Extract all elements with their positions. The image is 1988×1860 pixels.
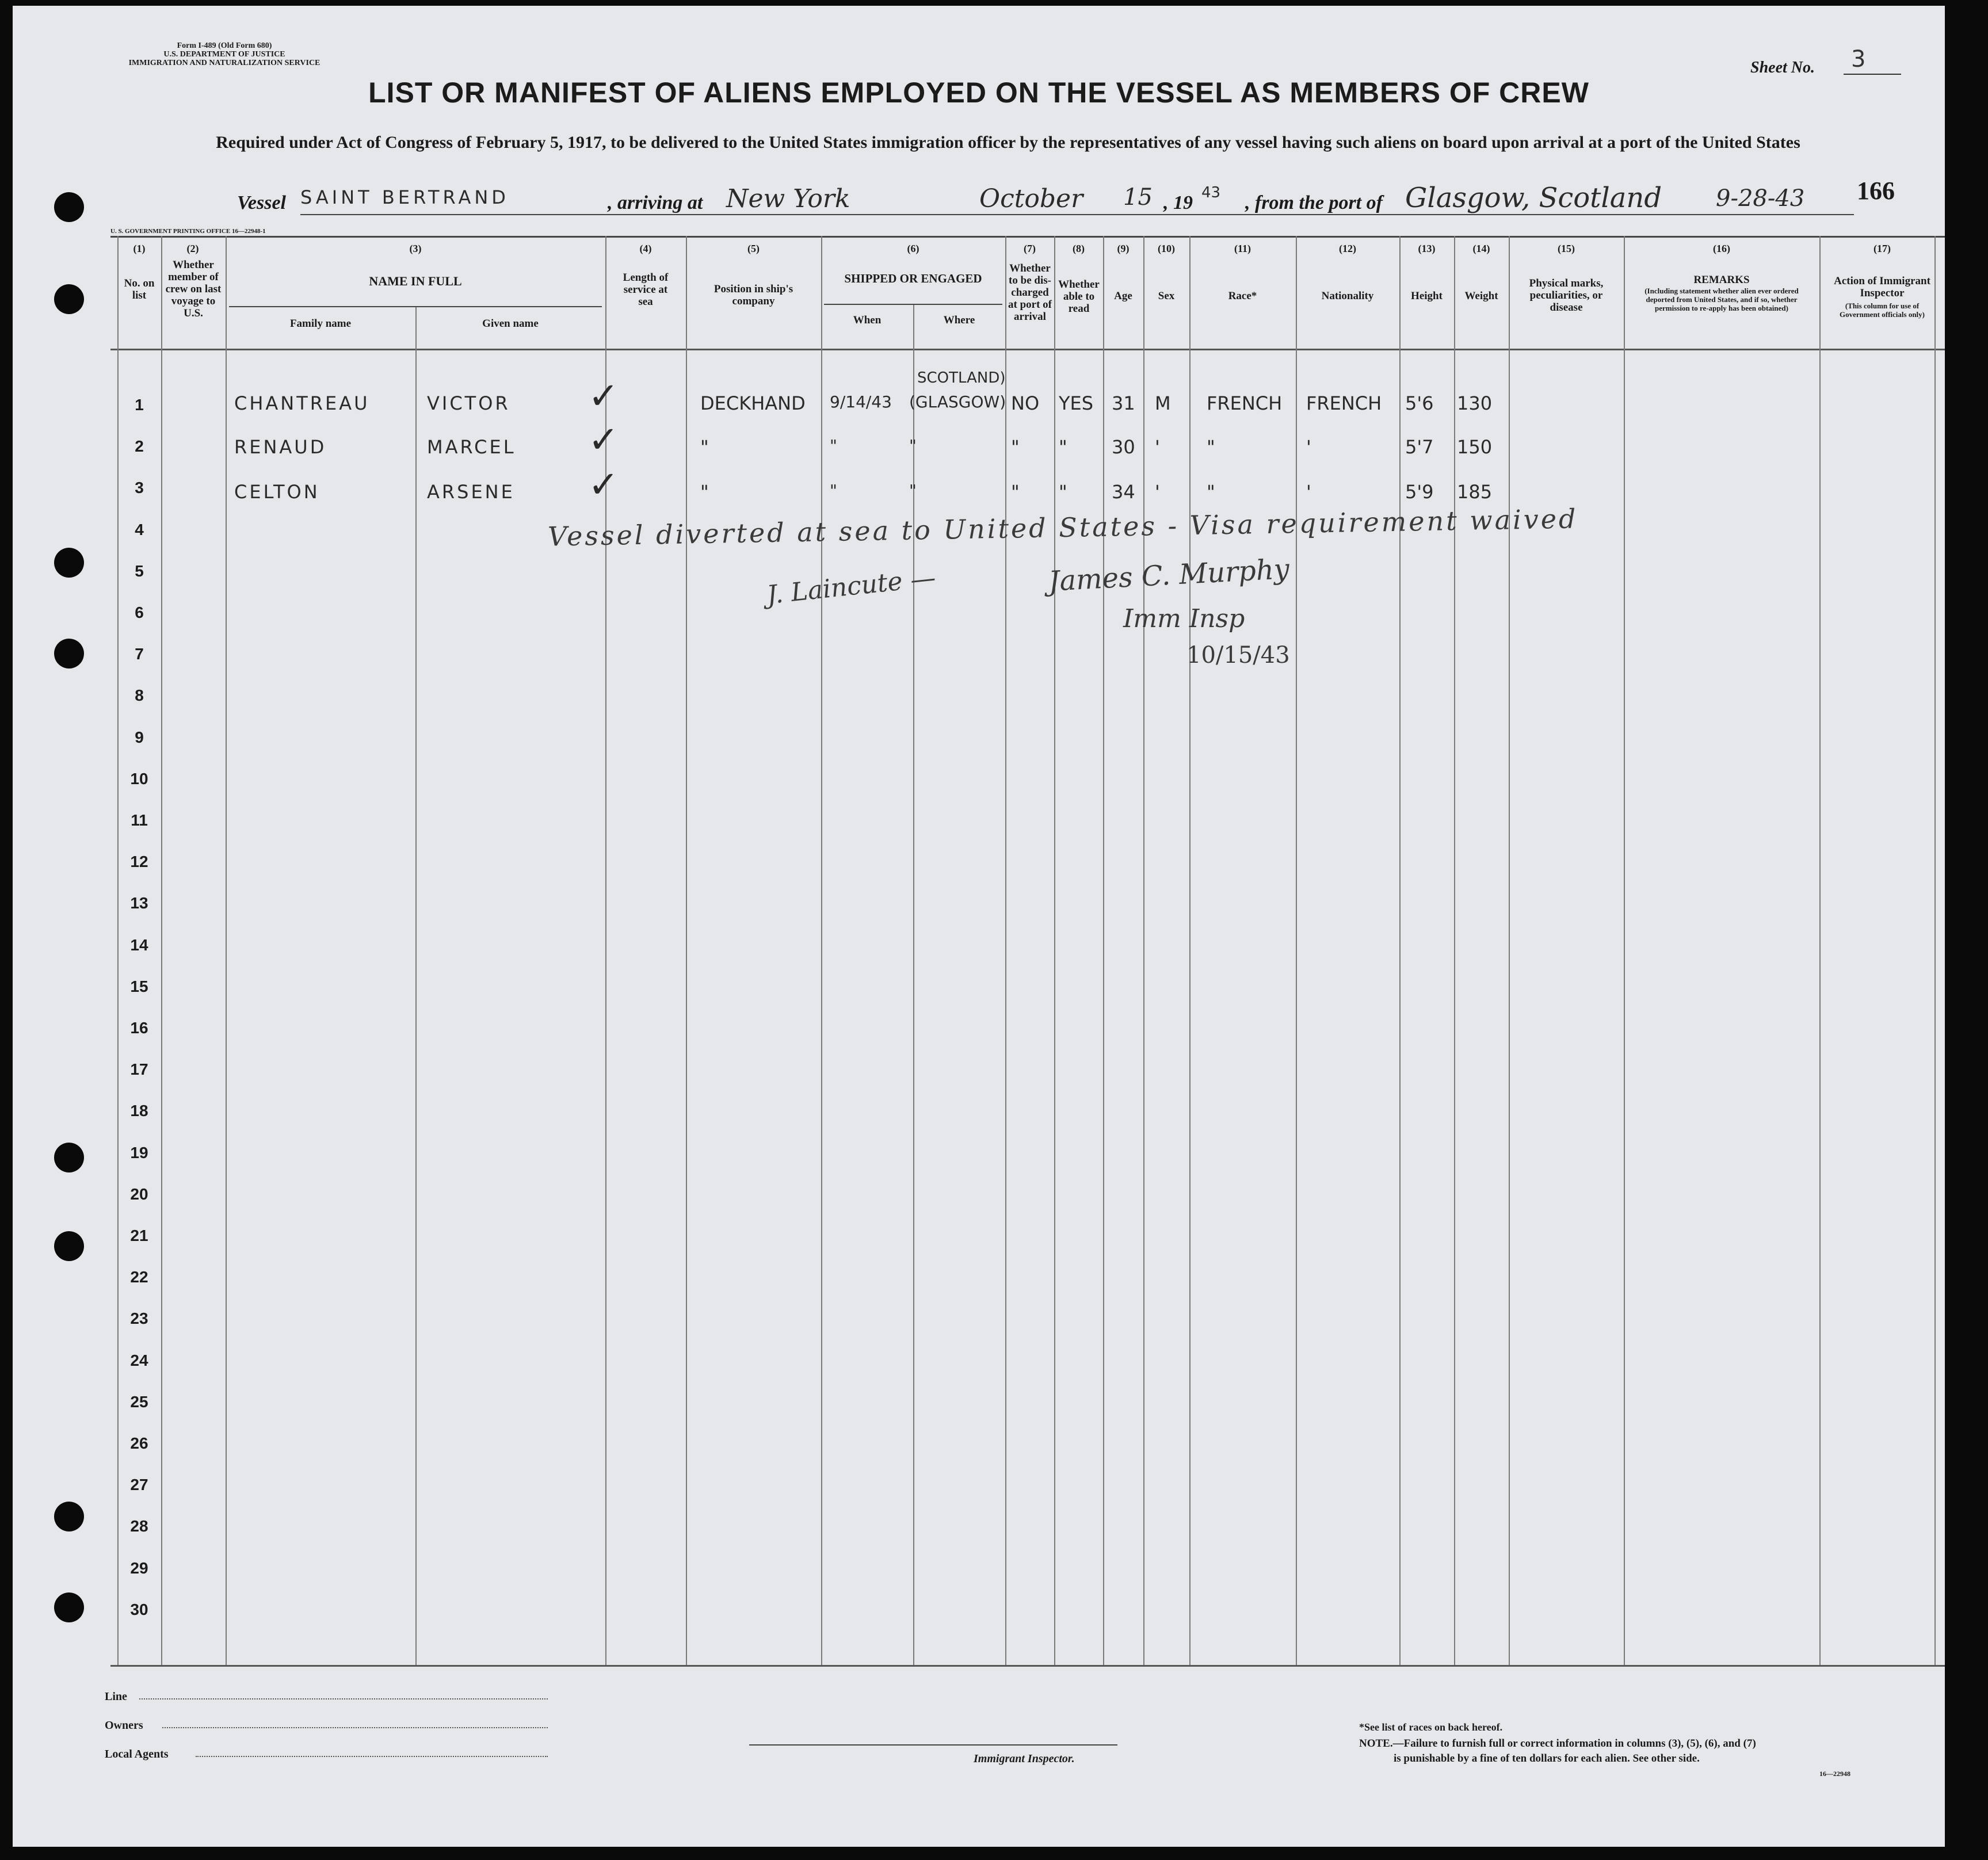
row-number: 1 <box>135 396 144 414</box>
crew-weight: 185 <box>1457 481 1493 503</box>
inspector-signature-line <box>749 1744 1117 1746</box>
row-number: 7 <box>135 645 144 663</box>
inspector-signature: James C. Murphy <box>1047 553 1291 598</box>
row-number: 3 <box>135 479 144 497</box>
year-suffix: 43 <box>1201 184 1221 201</box>
row-number: 6 <box>135 604 144 621</box>
row-number: 29 <box>130 1559 148 1577</box>
col-number-11: (11) <box>1234 243 1251 254</box>
crew-given-name: VICTOR <box>427 392 510 414</box>
row-number: 14 <box>130 935 148 954</box>
col-head-inspector-detail: (This column for use of Government officials only) <box>1839 301 1925 319</box>
col-number-17: (17) <box>1873 243 1891 254</box>
col-head-family-name: Family name <box>289 318 352 330</box>
visa-waiver-note: Vessel diverted at sea to United States - Visa requirement waived <box>547 503 1578 552</box>
crew-position: DECKHAND <box>700 392 806 414</box>
from-label: , from the port of <box>1245 192 1383 213</box>
sheet-number: 3 <box>1851 46 1866 72</box>
row-number: 4 <box>135 520 144 538</box>
row-number: 21 <box>130 1227 148 1244</box>
crew-shipped-when: " <box>830 436 837 456</box>
row-number: 23 <box>130 1309 148 1328</box>
vessel-label: Vessel <box>237 192 286 213</box>
crew-able-to-read: YES <box>1059 392 1094 414</box>
col-head-able-to-read: Whether able to read <box>1058 278 1100 315</box>
form-identifier <box>115 41 334 67</box>
col-number-10: (10) <box>1158 243 1175 254</box>
table-top-border <box>110 236 1945 238</box>
column-rule <box>1934 236 1936 1665</box>
col-head-length-of-service: Length of service at sea <box>623 272 669 308</box>
crew-nationality: ' <box>1306 436 1311 459</box>
row-number: 8 <box>135 686 144 705</box>
crew-nationality: FRENCH <box>1306 392 1382 414</box>
punch-hole <box>54 1592 84 1622</box>
col-number-12: (12) <box>1339 243 1356 254</box>
crew-height: 5'9 <box>1405 481 1434 503</box>
crew-able-to-read: " <box>1059 436 1067 459</box>
row-number: 10 <box>130 769 148 788</box>
immigrant-inspector-label: Immigrant Inspector. <box>974 1752 1075 1765</box>
row-number: 11 <box>131 811 148 829</box>
crew-race: " <box>1207 436 1215 459</box>
col-head-physical-marks: Physical marks, peculiarities, or disease <box>1529 277 1604 314</box>
crew-shipped-when: 9/14/43 <box>830 392 892 411</box>
col-head-last-voyage: Whether member of crew on last voyage to U.S. <box>165 259 222 319</box>
column-rule <box>1509 236 1510 1665</box>
crew-age: 30 <box>1112 436 1135 459</box>
row-number: 25 <box>130 1392 148 1411</box>
shipped-subdivider <box>824 304 1002 305</box>
form-code: 16—22948 <box>1819 1770 1850 1778</box>
row-number: 12 <box>130 853 148 871</box>
col-number-7: (7) <box>1024 243 1036 254</box>
col-number-1: (1) <box>133 243 146 254</box>
col-number-3: (3) <box>409 243 422 254</box>
col-head-given-name: Given name <box>482 318 539 330</box>
col-head-when: When <box>853 314 882 326</box>
crew-given-name: ARSENE <box>427 481 515 503</box>
col-number-8: (8) <box>1073 243 1085 254</box>
penalty-note-1: NOTE.—Failure to furnish full or correct information in columns (3), (5), (6), and (7) <box>1359 1737 1756 1750</box>
crew-service-check: ✓ <box>588 375 619 418</box>
punch-hole <box>54 1143 84 1172</box>
row-number: 19 <box>130 1143 148 1162</box>
form-number: Form I-489 (Old Form 680) <box>177 41 272 50</box>
subcolumn-rule <box>913 304 914 349</box>
col-head-name-in-full: NAME IN FULL <box>369 274 462 288</box>
col-head-nationality: Nationality <box>1321 290 1374 302</box>
row-number: 9 <box>135 728 144 746</box>
column-rule <box>1189 236 1190 1665</box>
crew-race: FRENCH <box>1207 392 1283 414</box>
manifest-sheet <box>13 6 1945 1847</box>
crew-shipped-where: (GLASGOW) <box>909 392 1006 411</box>
column-rule <box>1143 236 1144 1665</box>
penalty-note-2: is punishable by a fine of ten dollars for each alien. See other side. <box>1394 1752 1700 1764</box>
row-number: 18 <box>130 1102 148 1120</box>
row-number: 26 <box>130 1434 148 1452</box>
column-rule <box>1103 236 1104 1665</box>
crew-family-name: RENAUD <box>234 436 327 459</box>
col-head-height: Height <box>1411 290 1443 302</box>
crew-height: 5'7 <box>1405 436 1434 459</box>
row-number: 5 <box>135 562 144 580</box>
row-number: 15 <box>130 977 148 995</box>
column-rule <box>686 236 687 1665</box>
inspector-title: Imm Insp <box>1123 604 1245 633</box>
crew-discharged: NO <box>1011 392 1040 414</box>
column-rule <box>913 349 914 1665</box>
column-rule <box>1819 236 1821 1665</box>
page-number: 166 <box>1857 177 1895 205</box>
column-rule <box>821 236 822 1665</box>
crew-discharged: " <box>1011 436 1020 459</box>
column-rule <box>161 236 162 1665</box>
department: U.S. DEPARTMENT OF JUSTICE <box>163 50 285 59</box>
printing-office: U. S. GOVERNMENT PRINTING OFFICE 16—22948-1 <box>110 228 266 235</box>
year-prefix: , 19 <box>1163 192 1193 213</box>
col-number-15: (15) <box>1558 243 1575 254</box>
row-number: 17 <box>130 1060 148 1079</box>
line-label: Line <box>105 1690 127 1703</box>
row-number: 16 <box>130 1019 148 1037</box>
col-number-2: (2) <box>186 243 199 254</box>
col-head-no-on-list: No. on list <box>124 277 155 301</box>
from-port: Glasgow, Scotland <box>1405 182 1662 214</box>
crew-nationality: ' <box>1306 481 1311 503</box>
crew-shipped-where-country: SCOTLAND) <box>917 369 1006 387</box>
crew-discharged: " <box>1011 481 1020 503</box>
crew-weight: 150 <box>1457 436 1493 459</box>
crew-shipped-where: " <box>909 436 917 456</box>
races-note: *See list of races on back hereof. <box>1359 1721 1503 1733</box>
local-agents-field <box>196 1756 548 1757</box>
header-bottom-border <box>110 349 1945 350</box>
row-number: 20 <box>130 1185 148 1203</box>
row-number: 27 <box>130 1476 148 1494</box>
col-head-shipped-engaged: SHIPPED OR ENGAGED <box>844 272 982 285</box>
crew-sex: ' <box>1155 481 1160 503</box>
row-number: 30 <box>130 1600 148 1618</box>
col-number-13: (13) <box>1418 243 1436 254</box>
crew-given-name: MARCEL <box>427 436 516 459</box>
col-number-4: (4) <box>639 243 652 254</box>
crew-position: " <box>700 436 709 459</box>
column-rule <box>1005 236 1006 1665</box>
crew-sex: ' <box>1155 436 1160 459</box>
row-number: 24 <box>130 1351 148 1369</box>
service-name: IMMIGRATION AND NATURALIZATION SERVICE <box>128 59 320 67</box>
col-head-where: Where <box>943 314 975 326</box>
arriving-port: New York <box>726 184 850 213</box>
column-rule <box>1454 236 1455 1665</box>
punch-hole <box>54 284 84 314</box>
form-subtitle: Required under Act of Congress of February 5, 1917, to be delivered to the United States immigration officer by the representatives of any vessel having such aliens on board upon arrival at a port of the United States <box>216 133 1800 152</box>
punch-hole <box>54 1502 84 1531</box>
col-number-14: (14) <box>1472 243 1490 254</box>
sheet-underline <box>1844 74 1901 75</box>
punch-hole <box>54 639 84 669</box>
row-number: 13 <box>130 894 148 912</box>
crew-sex: M <box>1155 392 1171 414</box>
column-rule <box>1054 236 1055 1665</box>
punch-hole <box>54 192 84 222</box>
name-subdivider <box>229 306 602 307</box>
crew-shipped-when: " <box>830 481 837 501</box>
crew-position: " <box>700 481 709 503</box>
col-number-6: (6) <box>907 243 919 254</box>
departure-date: 9-28-43 <box>1716 185 1805 212</box>
col-head-sex: Sex <box>1158 290 1175 302</box>
punch-hole <box>54 548 84 578</box>
crew-service-check: ✓ <box>588 419 619 462</box>
owners-label: Owners <box>105 1719 143 1732</box>
column-rule <box>117 236 119 1665</box>
column-rule <box>1399 236 1401 1665</box>
row-number: 28 <box>130 1517 148 1536</box>
crew-race: " <box>1207 481 1215 503</box>
local-agents-label: Local Agents <box>105 1748 169 1760</box>
crew-shipped-where: " <box>909 481 917 501</box>
col-head-age: Age <box>1114 290 1132 302</box>
column-rule <box>1624 236 1625 1665</box>
col-head-weight: Weight <box>1464 290 1498 302</box>
form-title: LIST OR MANIFEST OF ALIENS EMPLOYED ON THE VESSEL AS MEMBERS OF CREW <box>368 77 1589 109</box>
col-number-5: (5) <box>747 243 760 254</box>
inspector-initials: J. Laincute — <box>765 563 937 610</box>
vessel-underline <box>300 214 1854 215</box>
row-number: 2 <box>135 437 144 456</box>
col-head-discharged: Whether to be dis-charged at port of arrival <box>1008 262 1052 323</box>
col-head-remarks: REMARKS <box>1693 274 1750 286</box>
crew-age: 34 <box>1112 481 1135 503</box>
col-number-9: (9) <box>1117 243 1130 254</box>
column-rule <box>1296 236 1297 1665</box>
crew-family-name: CELTON <box>234 481 320 503</box>
arriving-label: , arriving at <box>608 192 703 213</box>
owners-field <box>162 1727 548 1728</box>
crew-weight: 130 <box>1457 392 1493 414</box>
line-field <box>139 1698 548 1699</box>
column-rule <box>415 349 417 1665</box>
column-rule <box>226 236 227 1665</box>
col-number-16: (16) <box>1713 243 1730 254</box>
table-bottom-border <box>110 1665 1945 1667</box>
col-head-inspector-action: Action of Immigrant Inspector <box>1834 275 1930 299</box>
arrival-day: 15 <box>1123 184 1153 211</box>
sheet-label: Sheet No. <box>1750 59 1815 77</box>
col-head-remarks-detail: (Including statement whether alien ever ordered deported from United States, and if so, whether permission to re-apply has been obtained) <box>1644 287 1799 312</box>
crew-age: 31 <box>1112 392 1135 414</box>
inspection-date: 10/15/43 <box>1186 642 1290 669</box>
crew-height: 5'6 <box>1405 392 1434 414</box>
row-number: 22 <box>130 1268 148 1286</box>
vessel-name: SAINT BERTRAND <box>300 186 509 208</box>
punch-hole <box>54 1231 84 1261</box>
crew-able-to-read: " <box>1059 481 1067 503</box>
crew-service-check: ✓ <box>588 464 619 507</box>
arrival-month: October <box>979 184 1083 213</box>
col-head-position: Position in ship's company <box>713 283 793 307</box>
col-head-race: Race* <box>1228 290 1257 302</box>
crew-family-name: CHANTREAU <box>234 392 370 414</box>
